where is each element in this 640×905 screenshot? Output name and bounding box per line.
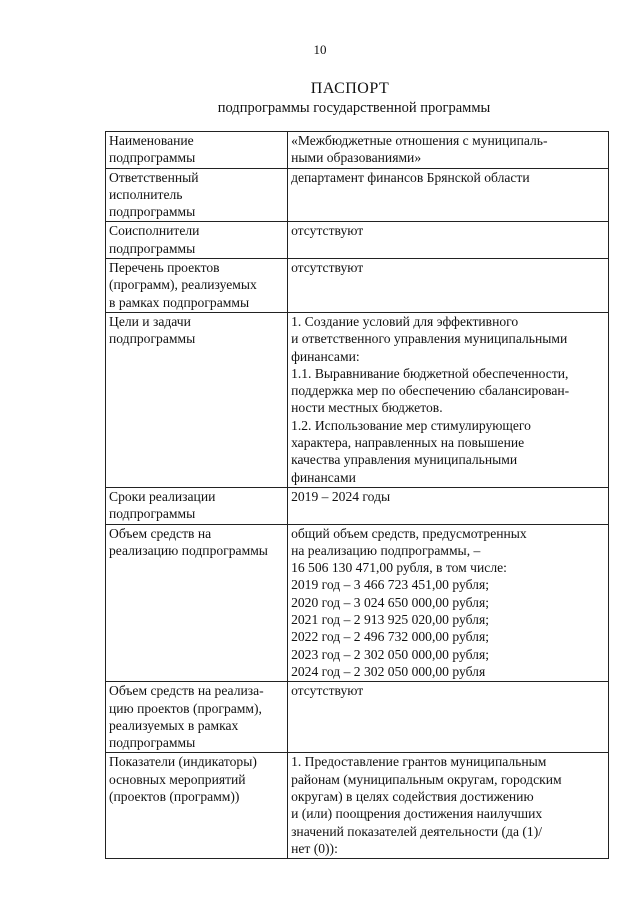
table-row: [106, 132, 609, 169]
row-value-line: 2019 – 2024 годы: [291, 488, 391, 504]
row-value-line: округам) в целях содействия достижению: [291, 788, 534, 804]
row-value-line: характера, направленных на повышение: [291, 435, 525, 451]
row-value-line: районам (муниципальным округам, городским: [291, 771, 562, 787]
table-row: [106, 168, 609, 222]
row-label-cell: [106, 487, 288, 524]
row-label-line: Соисполнители: [109, 223, 200, 239]
row-label-line: Наименование: [109, 133, 194, 148]
row-label-line: подпрограммы: [109, 735, 196, 751]
row-label-line: подпрограммы: [109, 150, 196, 166]
table-row: [106, 524, 609, 682]
row-value-line: отсутствуют: [291, 683, 364, 699]
row-value-cell: [288, 753, 609, 859]
row-value-line: отсутствуют: [291, 260, 364, 276]
row-label-line: основных мероприятий: [109, 771, 246, 787]
row-value-line: отсутствуют: [291, 223, 364, 239]
row-value-line: и (или) поощрения достижения наилучших: [291, 806, 543, 822]
row-label-cell: [106, 524, 288, 682]
row-value-line: 1. Создание условий для эффективного: [291, 313, 519, 329]
row-label-line: (программ), реализуемых: [109, 277, 257, 293]
row-value-line: общий объем средств, предусмотренных: [291, 525, 527, 541]
row-label-cell: [106, 753, 288, 859]
row-label-line: Цели и задачи: [109, 313, 191, 329]
row-label-line: реализацию подпрограммы: [109, 542, 268, 558]
table-row: [106, 259, 609, 313]
row-value-line: нет (0)):: [291, 840, 338, 856]
row-value-line: на реализацию подпрограммы, –: [291, 542, 481, 558]
row-value-line: качества управления муниципальными: [291, 452, 518, 468]
row-value-line: значений показателей деятельности (да (1)/: [291, 823, 543, 839]
row-value-line: 1. Предоставление грантов муниципальным: [291, 754, 547, 770]
row-label-line: Перечень проектов: [109, 260, 220, 276]
row-label-line: Ответственный: [109, 169, 199, 185]
passport-table: [105, 131, 609, 859]
passport-table-body: [106, 132, 609, 859]
row-label-line: Показатели (индикаторы): [109, 754, 257, 770]
page-number: 10: [313, 42, 327, 57]
row-value-line: департамент финансов Брянской области: [291, 169, 530, 185]
row-label-line: подпрограммы: [109, 204, 196, 220]
row-value-line: и ответственного управления муниципальными: [291, 331, 568, 347]
row-label-line: (проектов (программ)): [109, 788, 240, 804]
row-value-line: 2023 год – 2 302 050 000,00 рубля;: [291, 646, 489, 662]
row-label-line: подпрограммы: [109, 506, 196, 522]
row-value-cell: [288, 222, 609, 259]
row-label-line: подпрограммы: [109, 331, 196, 347]
row-label-line: подпрограммы: [109, 240, 196, 256]
row-value-cell: [288, 132, 609, 169]
table-row: [106, 682, 609, 753]
table-row: [106, 222, 609, 259]
row-value-line: 1.2. Использование мер стимулирующего: [291, 417, 531, 433]
row-value-line: поддержка мер по обеспечению сбалансирован-: [291, 383, 570, 399]
row-label-line: исполнитель: [109, 186, 183, 202]
row-label-line: в рамках подпрограммы: [109, 294, 250, 310]
row-label-cell: [106, 312, 288, 487]
table-row: [106, 312, 609, 487]
row-value-line: финансами: [291, 469, 356, 485]
row-label-line: цию проектов (программ),: [109, 700, 262, 716]
row-value-line: ными образованиями»: [291, 150, 422, 166]
row-label-cell: [106, 682, 288, 753]
row-value-line: «Межбюджетные отношения с муниципаль-: [291, 133, 548, 148]
row-value-line: ности местных бюджетов.: [291, 400, 443, 416]
document-title: ПАСПОРТ: [310, 80, 390, 97]
row-value-line: финансами:: [291, 348, 360, 364]
row-value-line: 2022 год – 2 496 732 000,00 рубля;: [291, 629, 489, 645]
row-value-cell: [288, 312, 609, 487]
row-value-line: 2019 год – 3 466 723 451,00 рубля;: [291, 577, 489, 593]
row-value-cell: [288, 259, 609, 313]
row-value-cell: [288, 168, 609, 222]
row-value-line: 16 506 130 471,00 рубля, в том числе:: [291, 560, 507, 576]
row-label-line: Объем средств на реализа-: [109, 683, 264, 699]
row-label-cell: [106, 132, 288, 169]
document-subtitle: подпрограммы государственной программы: [217, 100, 491, 116]
row-value-cell: [288, 524, 609, 682]
table-row: [106, 487, 609, 524]
row-value-line: 1.1. Выравнивание бюджетной обеспеченности,: [291, 365, 569, 381]
row-value-line: 2024 год – 2 302 050 000,00 рубля: [291, 663, 486, 679]
row-value-cell: [288, 682, 609, 753]
row-label-line: реализуемых в рамках: [109, 717, 239, 733]
row-label-line: Объем средств на: [109, 525, 212, 541]
row-label-cell: [106, 168, 288, 222]
row-value-cell: [288, 487, 609, 524]
table-row: [106, 753, 609, 859]
row-value-line: 2021 год – 2 913 925 020,00 рубля;: [291, 612, 489, 628]
row-label-line: Сроки реализации: [109, 488, 216, 504]
row-value-line: 2020 год – 3 024 650 000,00 рубля;: [291, 594, 489, 610]
row-label-cell: [106, 259, 288, 313]
row-label-cell: [106, 222, 288, 259]
